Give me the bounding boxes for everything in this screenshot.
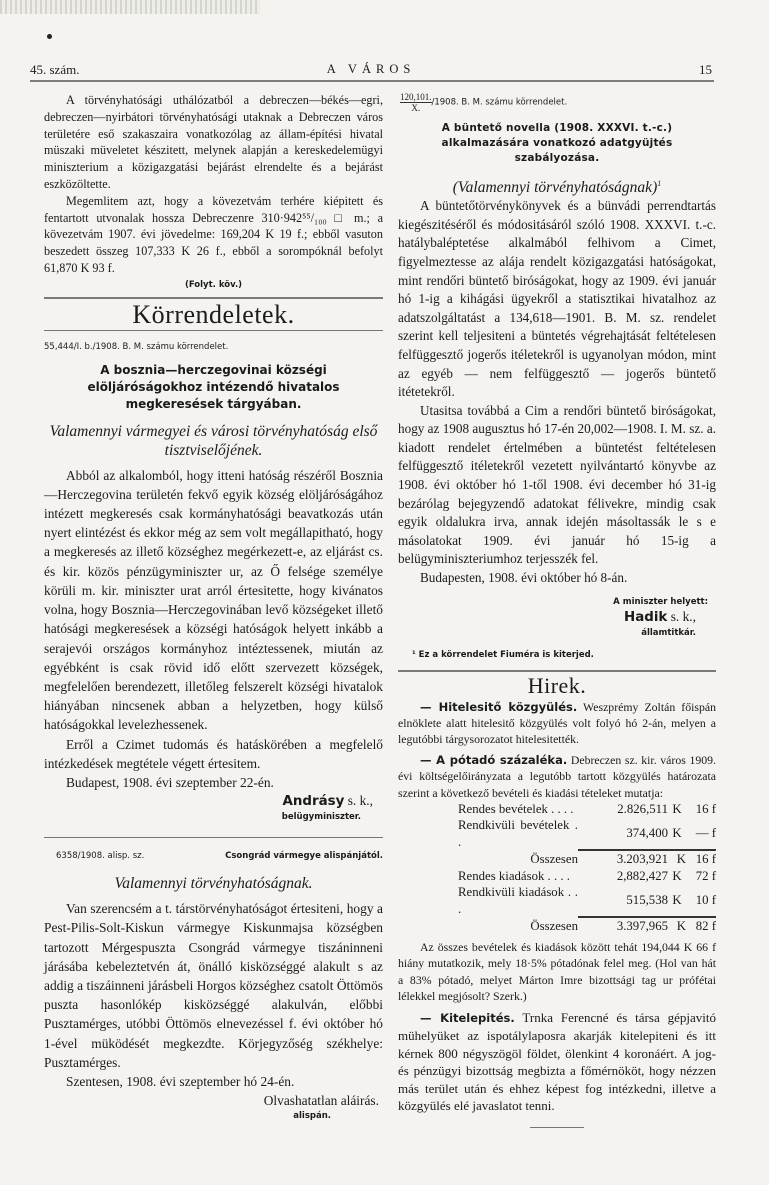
decree3-reference-fraction: $\frac{120,101.}{X.}$	[400, 92, 432, 113]
news-item-2-conclusion: Az összes bevételek és kiadások között tehát 194,044 K 66 f hiány mutatkozik, mely 18·5% pótadónak felel meg. (Hol van hát a 83% pótadó, melyet Márton Imre bizottsági tag ur prófétai lélekkel megjósolt? Szerk.)	[398, 939, 716, 1004]
decree3-title: A büntető novella (1908. XXXVI. t.-c.) alkalmazására vonatkozó adatgyüjtés szabályozása.	[441, 122, 673, 164]
news-item-3-title: — Kitelepités.	[420, 1010, 515, 1025]
section-title-hirek: Hirek.	[527, 672, 587, 698]
section-title-korrendeletek: Körrendeletek.	[132, 299, 295, 329]
decree3-signer-prefix: A miniszter helyett:	[613, 596, 708, 607]
running-head	[30, 62, 712, 78]
section-divider	[44, 297, 383, 299]
footnote-mark: 1	[657, 179, 662, 188]
decree2-reference: 6358/1908. alisp. sz.	[56, 851, 145, 862]
decree2-signer-title: alispán.	[293, 1111, 331, 1122]
budget-row: Rendes bevételek . . . . 2.826,511 K 16 f	[458, 801, 716, 816]
decree3-paragraph-2: Utasitsa továbbá a Cim a rendőri büntető biróságokat, hogy az 1908 augusztus hó 17-én 20,002—1908. I. M. sz. a. kiadott rendelet értelmében a büntetést feltételesen felfüggesztő itéletekről vezetett nyilvántartó könyvbe az 1908. évi október hó 1-től 1908. évi december hó 31-ig bezárólag bejegyzendő adatokat félivekre, mindig csak egyik oldalukra irva, annak idején másoltassák le s e másolatokat 1909. évi január hó 15-ig a belügyminiszteriumhoz terjesszék fel.	[398, 402, 716, 567]
news-item-3	[398, 1009, 716, 1115]
continuation-paragraph-2: Megemlitem azt, hogy a kövezetvám terhére kiépitett és fentartott utvonalak hossza Debreczenre 310·942⁵⁵/₁₀₀ □ m.; a kövezetvám 1907. évi jövedelme: 169,204 K 19 f.; ebből vasuton beszedett összeg 107,333 K 26 f., ebből a sorompóknál befolyt 61,870 K 93 f.	[44, 193, 383, 275]
budget-total-row: Összesen 3.203,921 K 16 f	[530, 851, 716, 867]
decree3-date: Budapesten, 1908. évi október hó 8-án.	[420, 570, 628, 586]
decree2-paragraph-1: Van szerencsém a t. társtörvényhatóságot értesiteni, hogy a Pest-Pilis-Solt-Kiskun vármegye Kiskunmajsa községben tartozott Mérgespuszta Csongrád vármegye tiszáninneni járásába kebeleztetvén át, önálló kisközséggé alakult s az addig a tiszáinneni járásbeli Horgos községhez csatolt Öttömös puszta hasonlókép kisközséggé alakulván, előbbi Pusztamérges, utóbbi Öttömös elnevezéssel f. évi október hó 1-ével müködését megkezdte. Körjegyzőség székhelye: Pusztamérges.	[44, 901, 383, 1070]
footnote: ¹ Ez a körrendelet Fiuméra is kiterjed.	[412, 649, 594, 660]
decree3-signature-line	[398, 608, 716, 627]
issue-number: 45. szám.	[30, 62, 80, 77]
section-title-rule	[44, 330, 383, 331]
decree3-addressee: (Valamennyi törvényhatóságnak)$^1$	[452, 179, 662, 197]
decree1-addressee: Valamennyi vármegyei és városi törvényhatóság első tisztviselőjének.	[49, 422, 378, 459]
budget-row: Rendes kiadások . . . . 2,882,427 K 72 f	[458, 868, 716, 883]
news-item-1	[398, 699, 716, 748]
news-item-2-title: — A pótadó százaléka.	[420, 752, 568, 767]
decree2-date: Szentesen, 1908. évi szeptember hó 24-én.	[66, 1073, 295, 1089]
end-rule	[530, 1127, 584, 1128]
ink-spot	[47, 34, 52, 39]
news-item-3-text: Trnka Ferencné és társa gépjavitó mühelyüket az ispotálylaposra akarják kitelepiteni és itt kérnek 800 négyszögöl földet, ölenkint 4 koronáért. A jog- és pénzügyi bizottság megbizta a főmérnököt, hogy nézzen más terület után és ehhez képest fog intézkedni, illetve a közgyülés elé javaslatot tenni.	[398, 1009, 716, 1114]
decree2-header	[44, 850, 383, 864]
section-divider	[398, 670, 716, 672]
budget-total-row: Összesen 3.397,965 K 82 f	[530, 918, 716, 934]
news-item-2	[398, 752, 716, 801]
decree3-signature: Hadik	[624, 609, 668, 625]
decree1-signer-title: belügyminiszter.	[281, 812, 361, 823]
decree1-signature-line	[44, 792, 383, 811]
decree1-reference: 55,444/I. b./1908. B. M. számu körrendelet.	[44, 341, 229, 352]
decree1-paragraph-2: Erről a Czimet tudomás és hatáskörében a megfelelő intézkedések megtétele végett értesitem.	[44, 736, 383, 771]
budget-row: Rendkivüli kiadások . . . 515,538 K 10 f	[458, 885, 716, 916]
decree3-reference: $\frac{120,101.}{X.}/1908$. B. M. számu körrendelet.	[400, 92, 568, 113]
decree3-signature-suffix: s. k.,	[670, 608, 696, 624]
news-item-1-text: Weszprémy Zoltán főispán elnöklete alatt hitelesitő közgyülés volt folyó hó 2-án, melyen a legutóbbi tárgysorozatot hitelesitették.	[398, 699, 716, 747]
decree1-signature-suffix: s. k.,	[347, 793, 373, 809]
decree3-signer-title: államtitkár.	[641, 627, 696, 638]
news-item-2-text: Debreczen sz. kir. város 1909. évi költségelőirányzata a legutóbb tartott közgyülés határozata szerint a következő bevételi és kiadási tételeket mutatja:	[398, 752, 716, 800]
decree2-addressee: Valamennyi törvényhatóságnak.	[114, 875, 313, 893]
decree2-signature: Olvashatatlan aláirás.	[263, 1093, 379, 1109]
to-be-continued: (Folyt. köv.)	[184, 279, 243, 290]
budget-table	[398, 801, 716, 935]
decree1-paragraph-1: Abból az alkalomból, hogy itteni hatóság részéről Bosznia—Herczegovina területén fekvő egyik község elöljáróságához intézett megkeresés csak kormányhatósági beavatkozás után nyert elintézést és ekkor még az sem volt megállapitható, hogy a megkeresés az illető községhez megérkezett-e, az eljárást cs. és kir. közös pénzügyminiszter ur, az Ő felsége személye körüli m. kir. miniszter urat arról értesitette, hogy kivánatos volna, hogy Bosznia—Herczegovinában levő községeket illető hatósági megkeresések a községi hatóságok helyett inkább a serajevói országos kormányhoz intéztessenek, miután az egyébként is csak rövid idő előtt szervezett községek, megfelelően berendezett, illetőleg felszerelt községi hivatalok hiányában nincsenek abban a helyzetben, hogy külső hatóságokkal levelezhessenek.	[44, 467, 383, 733]
decree3-paragraph-1: A büntetőtörvénykönyvek és a bünvádi perrendtartás kiegészitéséről és módositásáról szóló 1908. XXXVI. t.-c. hatálybaléptetése alkalmából felhivom a Cimet, figyelmeztesse az alája rendelt közigazgatási hatóságokat, mint rendőri büntető biróságokat, hogy az 1909. évi január hó 1-ig a kihágási ügyekről a statisztikai hivatalhoz az adatszolgáltatást a 134,618—1901. B. M. sz. rendelet szerint kell teljesiteni a büntetés végrehajtását feltételesen felfüggesztő jogerős itéletekről is ugyanolyan módon, mint az egyéb — nem felfüggesztő — jogerős büntető itétetekről.	[398, 198, 716, 400]
decree1-signature: Andrásy	[282, 794, 345, 810]
right-column	[398, 92, 716, 1128]
news-item-1-title: — Hitelesitő közgyülés.	[420, 699, 578, 714]
scan-artifact	[0, 0, 260, 14]
header-rule	[30, 80, 714, 82]
left-column	[44, 92, 383, 1122]
decree1-date: Budapest, 1908. évi szeptember 22-én.	[66, 774, 274, 790]
decree2-source: Csongrád vármegye alispánjától.	[225, 851, 383, 862]
continuation-paragraph-1: A törvényhatósági uthálózatból a debreczen—békés—egri, debreczen—nyirbátori törvényhatósági utaknak a Debreczen város területére eső szakaszaira vonatkozólag az állam-építési hivatal müszaki müveletet készitett, melynek alapján a kereskedelemügyi miniszterium a közigazgatási bejárást elrendelte és a bejárást eszközöltette.	[44, 93, 383, 191]
decree1-title: A bosznia—herczegovinai községi elöljáróságokhoz intézendő hivatalos megkeresések tárgyában.	[87, 362, 340, 411]
journal-title: A VÁROS	[326, 62, 416, 76]
budget-row: Rendkivüli bevételek . . 374,400 K — f	[458, 818, 716, 849]
page-number: 15	[699, 62, 712, 77]
decree-divider	[44, 837, 383, 838]
news-section	[398, 699, 716, 1128]
